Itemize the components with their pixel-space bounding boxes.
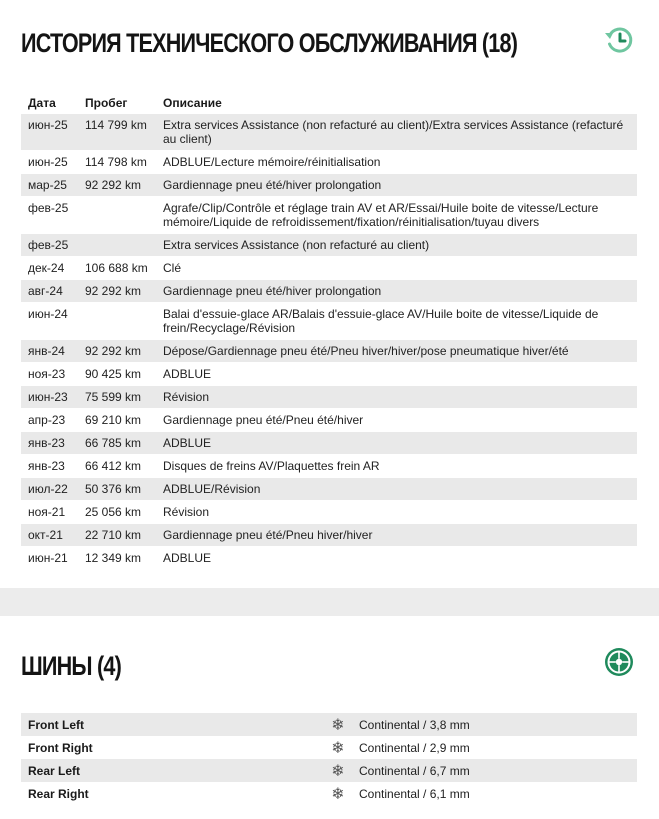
table-row <box>21 303 637 340</box>
row-date: ноя-21 <box>21 501 78 524</box>
row-date: окт-21 <box>21 524 78 547</box>
table-row <box>21 501 637 524</box>
table-row <box>21 280 637 303</box>
tire-icon[interactable] <box>603 646 635 678</box>
tire-row <box>21 736 637 759</box>
table-row <box>21 174 637 197</box>
row-mileage: 106 688 km <box>78 257 156 280</box>
snowflake-icon: ❄ <box>331 785 345 803</box>
table-header-row <box>21 92 637 114</box>
row-description: ADBLUE/Révision <box>156 478 637 501</box>
snowflake-icon: ❄ <box>331 739 345 757</box>
table-row <box>21 386 637 409</box>
row-date: авг-24 <box>21 280 78 303</box>
tire-row <box>21 782 637 805</box>
row-mileage <box>78 303 156 340</box>
row-description: ADBLUE <box>156 363 637 386</box>
tire-row <box>21 759 637 782</box>
row-date: ноя-23 <box>21 363 78 386</box>
table-row <box>21 257 637 280</box>
snowflake-icon: ❄ <box>324 759 352 782</box>
row-mileage: 92 292 km <box>78 340 156 363</box>
row-description: Balai d'essuie-glace AR/Balais d'essuie-glace AV/Huile boite de vitesse/Liquide de frein/Recyclage/Révision <box>156 303 637 340</box>
row-mileage: 25 056 km <box>78 501 156 524</box>
row-description: ADBLUE <box>156 547 637 570</box>
table-row <box>21 409 637 432</box>
row-mileage: 66 412 km <box>78 455 156 478</box>
row-date: янв-24 <box>21 340 78 363</box>
row-date: июн-25 <box>21 151 78 174</box>
history-clock-icon[interactable] <box>603 24 635 56</box>
row-mileage: 22 710 km <box>78 524 156 547</box>
table-row <box>21 363 637 386</box>
tire-row <box>21 713 637 736</box>
row-description: ADBLUE <box>156 432 637 455</box>
tires-title: ШИНЫ (4) <box>21 651 121 681</box>
row-description: Agrafe/Clip/Contrôle et réglage train AV et AR/Essai/Huile boite de vitesse/Lecture mémoire/Liquide de refroidissement/fixation/réinitialisation/tuyau divers <box>156 197 637 234</box>
row-mileage: 50 376 km <box>78 478 156 501</box>
row-mileage: 114 799 km <box>78 114 156 151</box>
table-row <box>21 432 637 455</box>
row-mileage: 114 798 km <box>78 151 156 174</box>
tire-value: Continental / 3,8 mm <box>352 713 637 736</box>
table-row <box>21 524 637 547</box>
table-row <box>21 478 637 501</box>
column-header-date: Дата <box>28 96 56 110</box>
column-header-description: Описание <box>163 96 222 110</box>
row-description: Extra services Assistance (non refacturé au client)/Extra services Assistance (refacturé au client) <box>156 114 637 151</box>
row-mileage <box>78 234 156 257</box>
maintenance-history-title: ИСТОРИЯ ТЕХНИЧЕСКОГО ОБСЛУЖИВАНИЯ (18) <box>21 28 518 58</box>
maintenance-history-table <box>21 92 637 570</box>
row-date: июн-25 <box>21 114 78 151</box>
tire-value: Continental / 6,1 mm <box>359 786 470 801</box>
snowflake-icon: ❄ <box>324 713 352 736</box>
row-description: Révision <box>156 501 637 524</box>
row-mileage: 66 785 km <box>78 432 156 455</box>
row-date: июл-22 <box>21 478 78 501</box>
row-mileage: 92 292 km <box>78 280 156 303</box>
row-description: Disques de freins AV/Plaquettes frein AR <box>156 455 637 478</box>
table-row <box>21 114 637 151</box>
row-description: ADBLUE/Lecture mémoire/réinitialisation <box>156 151 637 174</box>
tires-table <box>21 713 637 805</box>
section-divider <box>0 588 659 616</box>
tire-position: Front Left <box>21 713 324 736</box>
tire-position: Front Right <box>28 740 93 755</box>
table-row <box>21 340 637 363</box>
row-date: мар-25 <box>21 174 78 197</box>
row-description: Extra services Assistance (non refacturé au client) <box>156 234 637 257</box>
row-date: фев-25 <box>21 197 78 234</box>
row-description: Clé <box>156 257 637 280</box>
table-row <box>21 234 637 257</box>
table-row <box>21 151 637 174</box>
column-header-mileage: Пробег <box>85 96 128 110</box>
row-description: Gardiennage pneu été/Pneu été/hiver <box>156 409 637 432</box>
row-date: янв-23 <box>21 455 78 478</box>
row-description: Gardiennage pneu été/hiver prolongation <box>156 174 637 197</box>
row-mileage: 12 349 km <box>78 547 156 570</box>
tire-value: Continental / 6,7 mm <box>352 759 637 782</box>
row-mileage: 69 210 km <box>78 409 156 432</box>
row-description: Gardiennage pneu été/hiver prolongation <box>156 280 637 303</box>
row-mileage: 75 599 km <box>78 386 156 409</box>
row-date: апр-23 <box>21 409 78 432</box>
tire-position: Rear Left <box>21 759 324 782</box>
row-date: июн-24 <box>21 303 78 340</box>
row-mileage: 90 425 km <box>78 363 156 386</box>
row-date: июн-23 <box>21 386 78 409</box>
tire-value: Continental / 2,9 mm <box>359 740 470 755</box>
row-mileage: 92 292 km <box>78 174 156 197</box>
table-row <box>21 455 637 478</box>
tire-position: Rear Right <box>28 786 89 801</box>
row-date: июн-21 <box>21 547 78 570</box>
row-date: фев-25 <box>21 234 78 257</box>
row-mileage <box>78 197 156 234</box>
row-description: Révision <box>156 386 637 409</box>
tires-section <box>0 616 659 819</box>
table-row <box>21 547 637 570</box>
row-description: Gardiennage pneu été/Pneu hiver/hiver <box>156 524 637 547</box>
table-row <box>21 197 637 234</box>
row-date: дек-24 <box>21 257 78 280</box>
row-description: Dépose/Gardiennage pneu été/Pneu hiver/hiver/pose pneumatique hiver/été <box>156 340 637 363</box>
row-date: янв-23 <box>21 432 78 455</box>
